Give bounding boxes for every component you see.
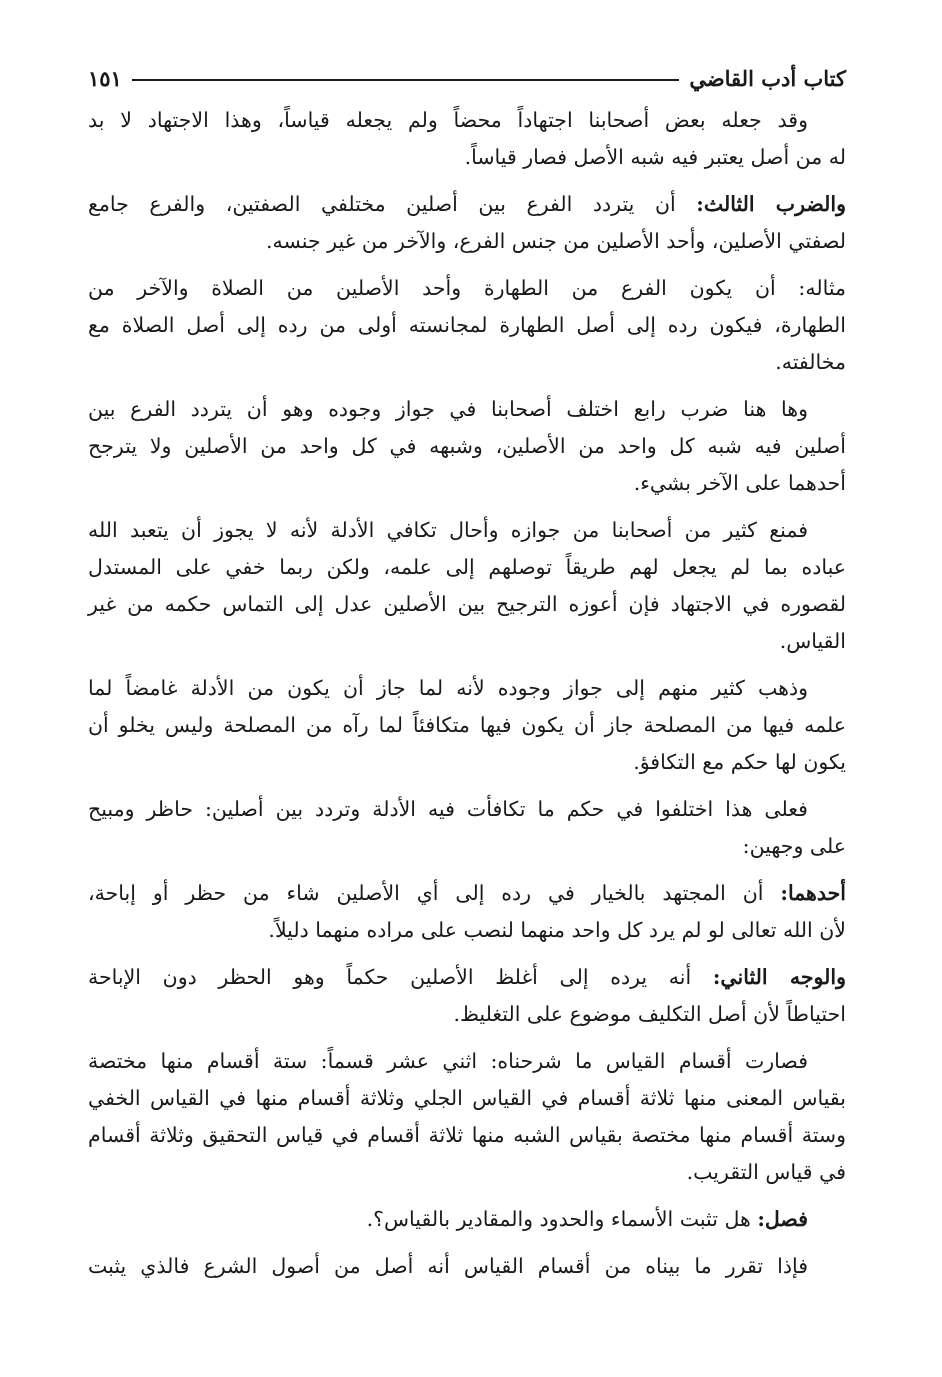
text-line	[88, 512, 846, 549]
line-text: لصفتي الأصلين، وأحد الأصلين من جنس الفرع، والآخر من غير جنسه.	[266, 229, 846, 253]
section-lead: فصل:	[757, 1207, 808, 1231]
text-line	[88, 828, 846, 865]
line-text: لقصوره في الاجتهاد فإن أعوزه الترجيح بين الأصلين عدل إلى التماس حكمه من غير	[88, 592, 846, 616]
line-text: وقد جعله بعض أصحابنا اجتهاداً محضاً ولم يجعله قياساً، وهذا الاجتهاد لا بد	[88, 108, 808, 132]
header-rule	[132, 79, 679, 81]
line-text: فصارت أقسام القياس ما شرحناه: اثني عشر قسماً: ستة أقسام منها مختصة	[88, 1049, 808, 1073]
line-text: فعلى هذا اختلفوا في حكم ما تكافأت فيه الأدلة وتردد بين أصلين: حاظر ومبيح	[88, 797, 808, 821]
text-line	[88, 586, 846, 623]
line-text: هل تثبت الأسماء والحدود والمقادير بالقياس؟.	[366, 1207, 758, 1231]
line-text: لأن الله تعالى لو لم يرد كل واحد منهما لنصب على مراده منهما دليلاً.	[268, 918, 846, 942]
line-text: عباده بما لم يجعل لهم طريقاً توصلهم إلى علمه، ولكن ربما خفي على المستدل	[88, 555, 846, 579]
text-line	[88, 744, 846, 781]
line-text: وها هنا ضرب رابع اختلف أصحابنا في جواز وجوده وهو أن يتردد الفرع بين	[88, 397, 808, 421]
paragraph-10	[88, 1043, 846, 1191]
paragraph-lead: والضرب الثالث:	[696, 192, 847, 216]
line-text: الطهارة، فيكون رده إلى أصل الطهارة لمجانسته أولى من رده إلى أصل الصلاة مع	[88, 313, 846, 337]
line-text: أن المجتهد بالخيار في رده إلى أي الأصلين شاء من حظر أو إباحة،	[88, 881, 781, 905]
line-text: فإذا تقرر ما بيناه من أقسام القياس أنه أصل من أصول الشرع فالذي يثبت	[88, 1254, 808, 1278]
text-line	[88, 1248, 846, 1285]
text-line	[88, 428, 846, 465]
text-line	[88, 959, 846, 996]
line-text: مخالفته.	[775, 350, 846, 374]
text-line	[88, 139, 846, 176]
text-line	[88, 223, 846, 260]
page-header	[88, 58, 846, 98]
line-text: القياس.	[779, 629, 846, 653]
line-text: على وجهين:	[742, 834, 846, 858]
paragraph-12	[88, 1248, 846, 1285]
page-body	[88, 102, 846, 1295]
text-line	[88, 623, 846, 660]
text-line	[88, 1043, 846, 1080]
line-text: أنه يرده إلى أغلظ الأصلين حكماً وهو الحظر دون الإباحة	[88, 965, 713, 989]
paragraph-3	[88, 270, 846, 381]
text-line	[88, 391, 846, 428]
text-line	[88, 912, 846, 949]
line-text: احتياطاً لأن أصل التكليف موضوع على التغليظ.	[453, 1002, 846, 1026]
text-line	[88, 1080, 846, 1117]
text-line	[88, 1117, 846, 1154]
text-line	[88, 1201, 846, 1238]
line-text: وذهب كثير منهم إلى جواز وجوده لأنه لما جاز أن يكون من الأدلة غامضاً لما	[88, 676, 808, 700]
paragraph-lead: والوجه الثاني:	[712, 965, 846, 989]
line-text: مثاله: أن يكون الفرع من الطهارة وأحد الأصلين من الصلاة والآخر من	[88, 276, 846, 300]
text-line	[88, 307, 846, 344]
text-line	[88, 1154, 846, 1191]
text-line	[88, 102, 846, 139]
page-number: ١٥١	[88, 65, 122, 91]
paragraph-4	[88, 391, 846, 502]
text-line	[88, 270, 846, 307]
line-text: علمه فيها من المصلحة جاز أن يكون فيها متكافئاً لما رآه من المصلحة وليس يخلو أن	[88, 713, 846, 737]
text-line	[88, 549, 846, 586]
line-text: أن يتردد الفرع بين أصلين مختلفي الصفتين، والفرع جامع	[88, 192, 697, 216]
section-heading	[88, 1201, 846, 1238]
paragraph-lead: أحدهما:	[780, 881, 846, 905]
line-text: أصلين فيه شبه كل واحد من الأصلين، وشبهه في كل واحد من الأصلين ولا يترجح	[88, 434, 846, 458]
text-line	[88, 875, 846, 912]
line-text: بقياس المعنى منها ثلاثة أقسام في القياس الجلي وثلاثة أقسام منها في القياس الخفي	[88, 1086, 846, 1110]
paragraph-5	[88, 512, 846, 660]
line-text: في قياس التقريب.	[686, 1160, 846, 1184]
text-line	[88, 670, 846, 707]
paragraph-7	[88, 791, 846, 865]
line-text: أحدهما على الآخر بشيء.	[633, 471, 846, 495]
line-text: فمنع كثير من أصحابنا من جوازه وأحال تكافي الأدلة لأنه لا يجوز أن يتعبد الله	[88, 518, 808, 542]
text-line	[88, 465, 846, 502]
text-line	[88, 996, 846, 1033]
text-line	[88, 791, 846, 828]
text-line	[88, 707, 846, 744]
text-line	[88, 344, 846, 381]
line-text: له من أصل يعتبر فيه شبه الأصل فصار قياساً.	[464, 145, 846, 169]
running-head-title: كتاب أدب القاضي	[689, 65, 846, 91]
paragraph-1	[88, 102, 846, 176]
paragraph-6	[88, 670, 846, 781]
text-line	[88, 186, 846, 223]
paragraph-8	[88, 875, 846, 949]
paragraph-9	[88, 959, 846, 1033]
line-text: يكون لها حكم مع التكافؤ.	[633, 750, 846, 774]
line-text: وستة أقسام منها مختصة بقياس الشبه منها ثلاثة أقسام في قياس التحقيق وثلاثة أقسام	[88, 1123, 846, 1147]
paragraph-2	[88, 186, 846, 260]
